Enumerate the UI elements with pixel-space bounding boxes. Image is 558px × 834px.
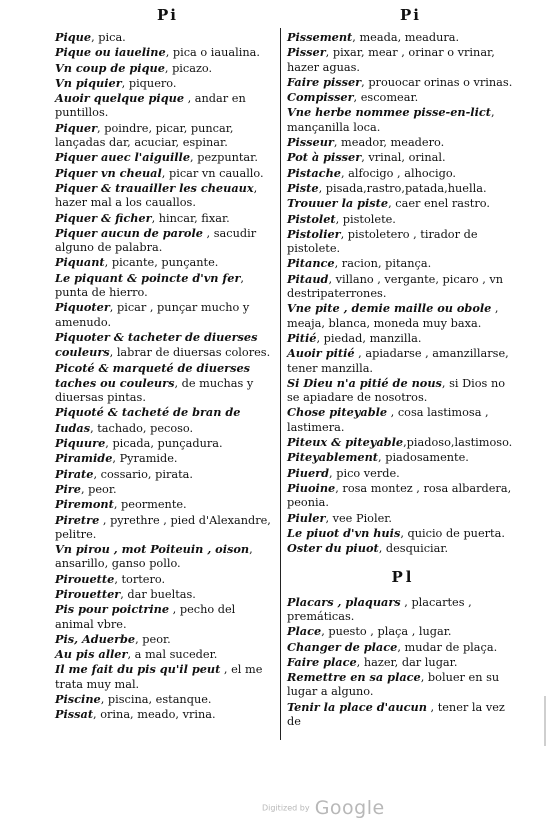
right-column-entries	[287, 30, 519, 556]
dictionary-entry	[287, 166, 519, 181]
right-column-entries-pl	[287, 595, 519, 730]
dictionary-entry	[287, 670, 519, 700]
entry-headword: Piquure	[55, 436, 106, 451]
entry-translation: , mançanilla loca.	[287, 106, 495, 134]
entry-translation: , pezpuntar.	[190, 151, 258, 165]
entry-translation: , labrar de diuersas colores.	[109, 346, 271, 360]
entry-translation: , dar bueltas.	[120, 587, 196, 601]
entry-headword: Trouuer la piste	[287, 196, 389, 211]
dictionary-entry	[55, 166, 275, 181]
entry-translation: , pica o iaualina.	[165, 46, 260, 60]
dictionary-entry	[287, 181, 519, 196]
dictionary-entry	[287, 256, 519, 271]
entry-headword: Piteyablement	[287, 450, 379, 465]
entry-translation: , cossario, pirata.	[93, 467, 193, 481]
dictionary-entry	[287, 346, 519, 376]
entry-headword: Il me fait du pis qu'il peut	[55, 662, 221, 677]
entry-translation: , ansarillo, ganso pollo.	[55, 543, 253, 571]
entry-translation: , sacudir alguno de palabra.	[55, 226, 257, 255]
entry-headword: Pot à pisser	[287, 150, 362, 165]
entry-headword: Pissat	[55, 707, 94, 722]
column-divider	[280, 28, 281, 740]
entry-headword: Piquoter & tacheter de diuerses couleurs	[55, 329, 258, 360]
entry-translation: , picar vn cauallo.	[161, 166, 264, 180]
entry-headword: Pis pour poictrine	[55, 602, 170, 617]
page-edge-mark	[544, 696, 546, 746]
dictionary-entry	[55, 436, 275, 451]
entry-headword: Pire	[55, 481, 81, 496]
entry-translation: , puesto , plaça , lugar.	[321, 625, 452, 639]
digitized-watermark	[262, 797, 385, 819]
entry-headword: Piquer & ficher	[55, 210, 152, 225]
entry-translation: , picante, punçante.	[104, 256, 219, 270]
entry-headword: Piquer	[55, 120, 98, 135]
dictionary-entry	[287, 227, 519, 257]
dictionary-entry	[55, 76, 275, 91]
entry-headword: Tenir la place d'aucun	[287, 699, 427, 714]
entry-translation: , picada, punçadura.	[105, 437, 223, 451]
entry-headword: Changer de place	[287, 639, 398, 654]
dictionary-entry	[287, 481, 519, 511]
dictionary-entry	[287, 405, 519, 435]
dictionary-entry	[287, 75, 519, 90]
entry-translation: , pyrethre , pied d'Alexandre, pelitre.	[55, 513, 271, 541]
entry-headword: Piramide	[55, 451, 113, 466]
dictionary-entry	[55, 405, 275, 436]
dictionary-entry	[287, 526, 519, 541]
entry-translation: , hazer, dar lugar.	[356, 655, 458, 669]
entry-translation: , escomear.	[353, 91, 419, 105]
entry-translation: , si Dios no se apiadare de nosotros.	[287, 376, 506, 405]
entry-headword: Pis, Aduerbe	[55, 631, 136, 646]
entry-translation: , Pyramide.	[112, 452, 178, 466]
dictionary-entry	[55, 647, 275, 662]
entry-headword: Placars , plaquars	[287, 594, 401, 609]
entry-headword: Pistolier	[287, 226, 341, 241]
entry-headword: Chose piteyable	[287, 405, 388, 420]
entry-translation: , vrinal, orinal.	[361, 151, 446, 165]
dictionary-entry	[55, 707, 275, 722]
entry-headword: Piuler	[287, 510, 326, 525]
entry-translation: , a mal suceder.	[127, 648, 218, 662]
entry-translation: ,piadoso,lastimoso.	[403, 436, 513, 450]
entry-headword: Piquer & trauailler les cheuaux	[55, 180, 254, 195]
entry-headword: Compisser	[287, 90, 354, 105]
entry-headword: Pisseur	[287, 135, 334, 150]
entry-translation: , boluer en su lugar a alguno.	[287, 671, 500, 699]
section-heading: Pl	[391, 568, 415, 587]
dictionary-entry	[55, 361, 275, 406]
entry-translation: , meaja, blanca, moneda muy baxa.	[287, 302, 499, 330]
entry-translation: , pisada,rastro,patada,huella.	[318, 181, 487, 195]
entry-translation: , desquiciar.	[378, 542, 449, 556]
dictionary-entry	[287, 435, 519, 450]
entry-translation: , andar en puntillos.	[55, 92, 246, 120]
dictionary-entry	[55, 61, 275, 76]
dictionary-entry	[287, 272, 519, 302]
entry-translation: , quicio de puerta.	[400, 526, 505, 540]
entry-translation: , pica.	[91, 31, 126, 44]
entry-headword: Piremont	[55, 497, 114, 512]
entry-translation: , tener la vez de	[287, 700, 505, 729]
dictionary-entry	[55, 482, 275, 497]
entry-translation: , villano , vergante, picaro , vn destripaterrones.	[287, 272, 504, 301]
dictionary-entry	[287, 90, 519, 105]
entry-headword: Pique	[55, 30, 92, 44]
dictionary-entry	[55, 211, 275, 226]
entry-translation: , vee Pioler.	[325, 511, 393, 525]
entry-translation: , el me trata muy mal.	[55, 663, 263, 691]
dictionary-entry	[55, 451, 275, 466]
entry-translation: , piedad, manzilla.	[316, 331, 422, 345]
dictionary-entry	[55, 662, 275, 692]
entry-translation: , piscina, estanque.	[100, 693, 212, 707]
entry-translation: , de muchas y diuersas pintas.	[55, 376, 254, 405]
running-header-right: Pi	[400, 6, 421, 24]
dictionary-entry	[287, 450, 519, 465]
entry-headword: Pistache	[287, 165, 341, 180]
entry-translation: , rosa montez , rosa albardera, peonia.	[287, 481, 512, 510]
entry-headword: Au pis aller	[55, 647, 128, 662]
dictionary-entry	[287, 541, 519, 556]
running-header-left: Pi	[157, 6, 178, 24]
dictionary-entry	[287, 45, 519, 75]
entry-headword: Vn piquier	[55, 75, 122, 90]
entry-headword: Piquoter	[55, 300, 110, 315]
entry-translation: , pecho del animal vbre.	[55, 603, 236, 631]
entry-headword: Pistolet	[287, 211, 336, 226]
entry-headword: Faire pisser	[287, 74, 362, 89]
entry-translation: , peormente.	[113, 498, 187, 512]
dictionary-entry	[287, 196, 519, 211]
dictionary-entry	[287, 135, 519, 150]
entry-translation: , placartes , premáticas.	[287, 595, 472, 623]
dictionary-entry	[287, 376, 519, 406]
entry-translation: , mudar de plaça.	[397, 640, 498, 654]
entry-headword: Vn pirou , mot Poiteuin , oison	[55, 542, 250, 557]
dictionary-entry	[55, 330, 275, 361]
entry-headword: Piuoine	[287, 480, 336, 495]
dictionary-entry	[55, 150, 275, 165]
entry-translation: , orina, meado, vrina.	[93, 708, 216, 722]
dictionary-entry	[55, 91, 275, 121]
entry-headword: Vne herbe nommee pisse-en-lict	[287, 105, 491, 120]
dictionary-entry	[287, 595, 519, 625]
entry-headword: Piteux & piteyable	[287, 435, 404, 450]
entry-translation: , tachado, pecoso.	[90, 421, 194, 435]
dictionary-entry	[55, 692, 275, 707]
entry-translation: , hincar, fixar.	[151, 211, 230, 225]
dictionary-entry	[287, 624, 519, 639]
dictionary-entry	[287, 150, 519, 165]
entry-translation: , caer enel rastro.	[388, 197, 490, 211]
entry-headword: Pitance	[287, 256, 335, 271]
entry-translation: , pistoletero , tirador de pistolete.	[287, 227, 478, 256]
entry-headword: Pissement	[287, 30, 353, 44]
dictionary-entry	[287, 655, 519, 670]
dictionary-entry	[55, 632, 275, 647]
dictionary-entry	[55, 300, 275, 330]
dictionary-entry	[287, 105, 519, 135]
entry-translation: , meador, meadero.	[333, 136, 445, 150]
left-column	[55, 30, 275, 723]
entry-headword: Le piquant & poincte d'vn fer	[55, 270, 241, 285]
entry-headword: Piquoté & tacheté de bran de Iudas	[55, 405, 241, 435]
dictionary-entry	[287, 212, 519, 227]
dictionary-entry	[55, 572, 275, 587]
entry-translation: , picar , punçar mucho y amenudo.	[55, 301, 250, 329]
entry-translation: , hazer mal a los cauallos.	[55, 181, 258, 210]
dictionary-entry	[287, 30, 519, 45]
entry-translation: , peor.	[80, 482, 117, 496]
entry-headword: Piscine	[55, 692, 101, 707]
right-column	[287, 30, 519, 729]
dictionary-entry	[55, 542, 275, 572]
entry-headword: Pisser	[287, 45, 326, 60]
entry-headword: Piquer auec l'aiguille	[55, 150, 191, 165]
dictionary-entry	[287, 700, 519, 730]
entry-translation: , apiadarse , amanzillarse, tener manzilla.	[287, 347, 509, 375]
entry-headword: Piste	[287, 180, 319, 195]
dictionary-entry	[287, 640, 519, 655]
entry-headword: Auoir quelque pique	[55, 91, 185, 106]
entry-translation: , pixar, mear , orinar o vrinar, hazer aguas.	[287, 46, 495, 74]
entry-headword: Piquer vn cheual	[55, 165, 162, 180]
entry-translation: , piquero.	[121, 76, 177, 90]
entry-translation: , meada, meadura.	[352, 31, 460, 44]
entry-translation: , cosa lastimosa , lastimera.	[287, 406, 489, 434]
dictionary-entry	[55, 497, 275, 512]
entry-headword: Si Dieu n'a pitié de nous	[287, 375, 442, 390]
entry-headword: Piuerd	[287, 465, 330, 480]
entry-translation: , racion, pitança.	[334, 257, 432, 271]
dictionary-entry	[55, 513, 275, 543]
entry-translation: , pico verde.	[329, 466, 400, 480]
entry-headword: Piquant	[55, 255, 105, 270]
entry-headword: Vn coup de pique	[55, 60, 165, 75]
entry-headword: Remettre en sa place	[287, 670, 421, 685]
dictionary-entry	[287, 331, 519, 346]
entry-headword: Le piuot d'vn huis	[287, 525, 401, 540]
entry-translation: , tortero.	[114, 572, 166, 586]
entry-headword: Place	[287, 624, 322, 639]
entry-headword: Piretre	[55, 512, 100, 527]
google-brand-text: Google	[314, 797, 385, 819]
entry-translation: , picazo.	[164, 61, 213, 75]
entry-headword: Pirate	[55, 466, 94, 481]
dictionary-entry	[55, 271, 275, 301]
digitized-by-text: Digitized by	[262, 803, 310, 813]
entry-headword: Pitié	[287, 330, 317, 345]
entry-translation: , prouocar orinas o vrinas.	[361, 75, 513, 89]
dictionary-entry	[55, 226, 275, 256]
entry-headword: Faire place	[287, 654, 357, 669]
entry-translation: , peor.	[135, 632, 171, 646]
dictionary-entry	[55, 121, 275, 151]
dictionary-entry	[55, 30, 275, 45]
entry-translation: , pistolete.	[335, 212, 396, 226]
entry-translation: , alfocigo , alhocigo.	[340, 166, 457, 180]
dictionary-entry	[287, 466, 519, 481]
dictionary-entry	[55, 255, 275, 270]
entry-headword: Picoté & marqueté de diuerses taches ou couleurs	[55, 360, 251, 390]
entry-headword: Oster du piuot	[287, 541, 379, 556]
entry-translation: , piadosamente.	[378, 451, 469, 465]
dictionary-entry	[55, 467, 275, 482]
entry-translation: , poindre, picar, puncar, lançadas dar, acuciar, espinar.	[55, 121, 234, 150]
entry-translation: , punta de hierro.	[55, 271, 244, 300]
dictionary-entry	[55, 181, 275, 211]
dictionary-entry	[287, 511, 519, 526]
entry-headword: Auoir pitié	[287, 346, 355, 361]
entry-headword: Piquer aucun de parole	[55, 225, 203, 240]
entry-headword: Pique ou iaueline	[55, 45, 166, 60]
dictionary-entry	[287, 301, 519, 331]
entry-headword: Pitaud	[287, 271, 329, 286]
entry-headword: Pirouette	[55, 571, 115, 586]
entry-headword: Vne pite , demie maille ou obole	[287, 301, 492, 316]
entry-headword: Pirouetter	[55, 586, 121, 601]
dictionary-entry	[55, 602, 275, 632]
dictionary-entry	[55, 45, 275, 60]
dictionary-entry	[55, 587, 275, 602]
